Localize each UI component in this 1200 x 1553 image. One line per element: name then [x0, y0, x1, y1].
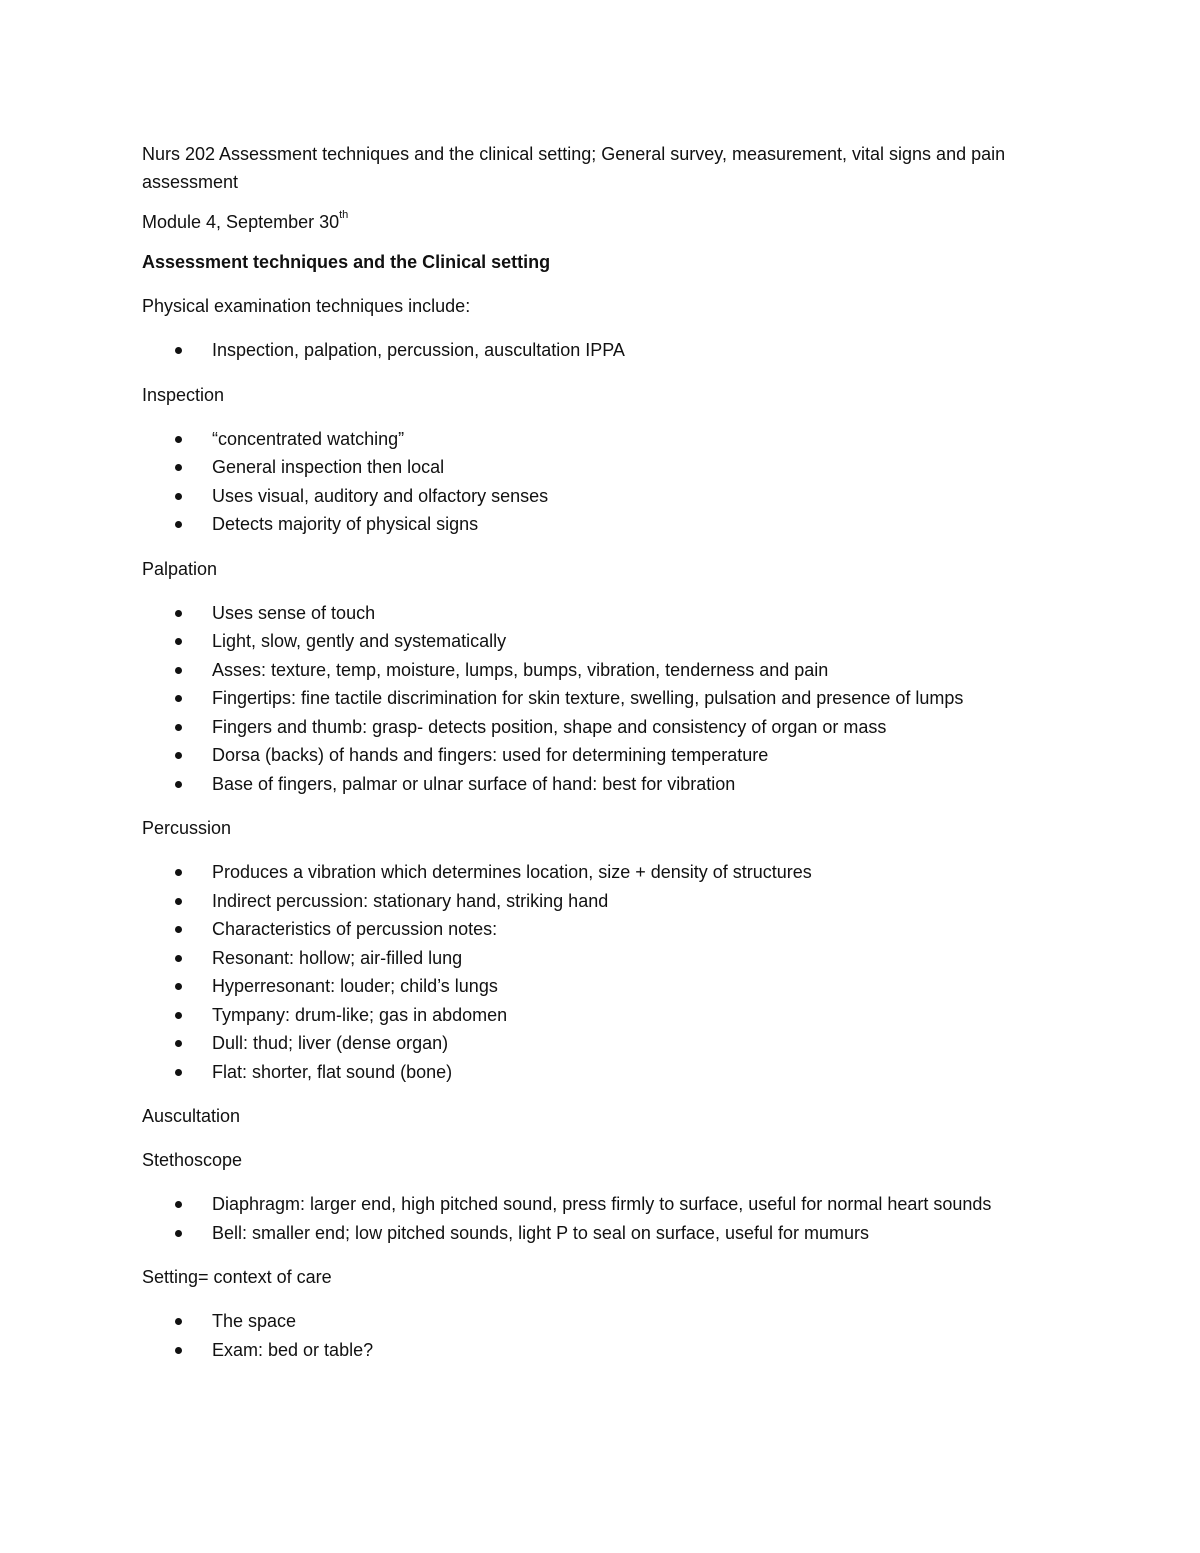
bullet-icon — [175, 983, 182, 990]
list-item-text: The space — [212, 1311, 297, 1331]
document-title: Nurs 202 Assessment techniques and the clinical setting; General survey, measurement, vital signs and pain assessment — [142, 144, 1006, 192]
list-item — [142, 1190, 1057, 1219]
bullet-icon — [175, 638, 182, 645]
list-item-text: Asses: texture, temp, moisture, lumps, bumps, vibration, tenderness and pain — [212, 659, 829, 680]
list-item — [142, 336, 1057, 365]
bullet-icon — [175, 1012, 182, 1019]
bullet-icon — [175, 464, 182, 471]
list-item-text: Bell: smaller end; low pitched sounds, light P to seal on surface, useful for mumurs — [212, 1222, 869, 1243]
module-date — [142, 208, 1057, 236]
list-item — [142, 627, 1057, 656]
setting-list — [142, 1307, 1057, 1364]
list-item — [142, 1029, 1057, 1058]
bullet-icon — [175, 898, 182, 905]
section-heading: Assessment techniques and the Clinical setting — [142, 252, 551, 272]
bullet-icon — [175, 493, 182, 500]
inspection-list — [142, 425, 1057, 539]
list-item-text: Hyperresonant: louder; child’s lungs — [212, 976, 498, 996]
list-item-text: General inspection then local — [212, 457, 445, 477]
list-item — [142, 887, 1057, 916]
list-item-text: Base of fingers, palmar or ulnar surface of hand: best for vibration — [212, 773, 736, 794]
list-item — [142, 1001, 1057, 1030]
bullet-icon — [175, 347, 182, 354]
list-item — [142, 599, 1057, 628]
bullet-icon — [175, 1201, 182, 1208]
list-item — [142, 425, 1057, 454]
bullet-icon — [175, 1318, 182, 1325]
list-item-text: Fingers and thumb: grasp- detects position, shape and consistency of organ or mass — [212, 716, 887, 737]
subsection-label-setting: Setting= context of care — [142, 1267, 332, 1287]
bullet-icon — [175, 724, 182, 731]
list-item-text: Dorsa (backs) of hands and fingers: used for determining temperature — [212, 745, 769, 765]
subsection-label-stethoscope: Stethoscope — [142, 1150, 243, 1170]
list-item-text: Uses sense of touch — [212, 602, 376, 623]
list-item-text: Produces a vibration which determines location, size + density of structures — [212, 862, 812, 882]
bullet-icon — [175, 781, 182, 788]
list-item — [142, 1336, 1057, 1365]
document-page — [142, 140, 1057, 1380]
list-item-text: Inspection, palpation, percussion, auscultation IPPA — [212, 340, 625, 360]
list-item — [142, 453, 1057, 482]
list-item — [142, 944, 1057, 973]
list-item — [142, 1307, 1057, 1336]
list-item — [142, 915, 1057, 944]
stethoscope-list — [142, 1190, 1057, 1247]
bullet-icon — [175, 1040, 182, 1047]
subsection-label-palpation: Palpation — [142, 558, 218, 579]
bullet-icon — [175, 610, 182, 617]
percussion-list — [142, 858, 1057, 1086]
list-item-text: Detects majority of physical signs — [212, 514, 479, 534]
subsection-label-inspection: Inspection — [142, 384, 225, 405]
intro-list — [142, 336, 1057, 365]
list-item — [142, 1058, 1057, 1087]
list-item-text: Indirect percussion: stationary hand, striking hand — [212, 890, 609, 911]
bullet-icon — [175, 521, 182, 528]
bullet-icon — [175, 926, 182, 933]
list-item — [142, 741, 1057, 770]
intro-text: Physical examination techniques include: — [142, 296, 471, 316]
list-item — [142, 482, 1057, 511]
list-item — [142, 656, 1057, 685]
list-item-text: Exam: bed or table? — [212, 1339, 374, 1360]
bullet-icon — [175, 1347, 182, 1354]
bullet-icon — [175, 1230, 182, 1237]
list-item-text: “concentrated watching” — [212, 428, 405, 449]
subsection-label-auscultation: Auscultation — [142, 1106, 241, 1126]
list-item-text: Light, slow, gently and systematically — [212, 631, 507, 651]
list-item — [142, 858, 1057, 887]
list-item — [142, 1219, 1057, 1248]
list-item-text: Dull: thud; liver (dense organ) — [212, 1033, 449, 1053]
list-item-text: Diaphragm: larger end, high pitched sound, press firmly to surface, useful for normal heart sounds — [212, 1194, 992, 1214]
list-item — [142, 510, 1057, 539]
date-ordinal-suffix: th — [339, 209, 349, 221]
bullet-icon — [175, 436, 182, 443]
list-item-text: Characteristics of percussion notes: — [212, 919, 498, 939]
list-item — [142, 684, 1057, 713]
bullet-icon — [175, 1069, 182, 1076]
list-item-text: Fingertips: fine tactile discrimination for skin texture, swelling, pulsation and presence of lumps — [212, 688, 964, 708]
bullet-icon — [175, 869, 182, 876]
list-item-text: Tympany: drum-like; gas in abdomen — [212, 1004, 508, 1025]
bullet-icon — [175, 695, 182, 702]
bullet-icon — [175, 752, 182, 759]
list-item — [142, 972, 1057, 1001]
palpation-list — [142, 599, 1057, 799]
list-item — [142, 770, 1057, 799]
list-item — [142, 713, 1057, 742]
module-date-text: Module 4, September 30 — [142, 212, 340, 232]
subsection-label-percussion: Percussion — [142, 818, 232, 838]
list-item-text: Uses visual, auditory and olfactory senses — [212, 485, 549, 506]
bullet-icon — [175, 955, 182, 962]
list-item-text: Resonant: hollow; air-filled lung — [212, 947, 463, 968]
list-item-text: Flat: shorter, flat sound (bone) — [212, 1061, 453, 1082]
bullet-icon — [175, 667, 182, 674]
